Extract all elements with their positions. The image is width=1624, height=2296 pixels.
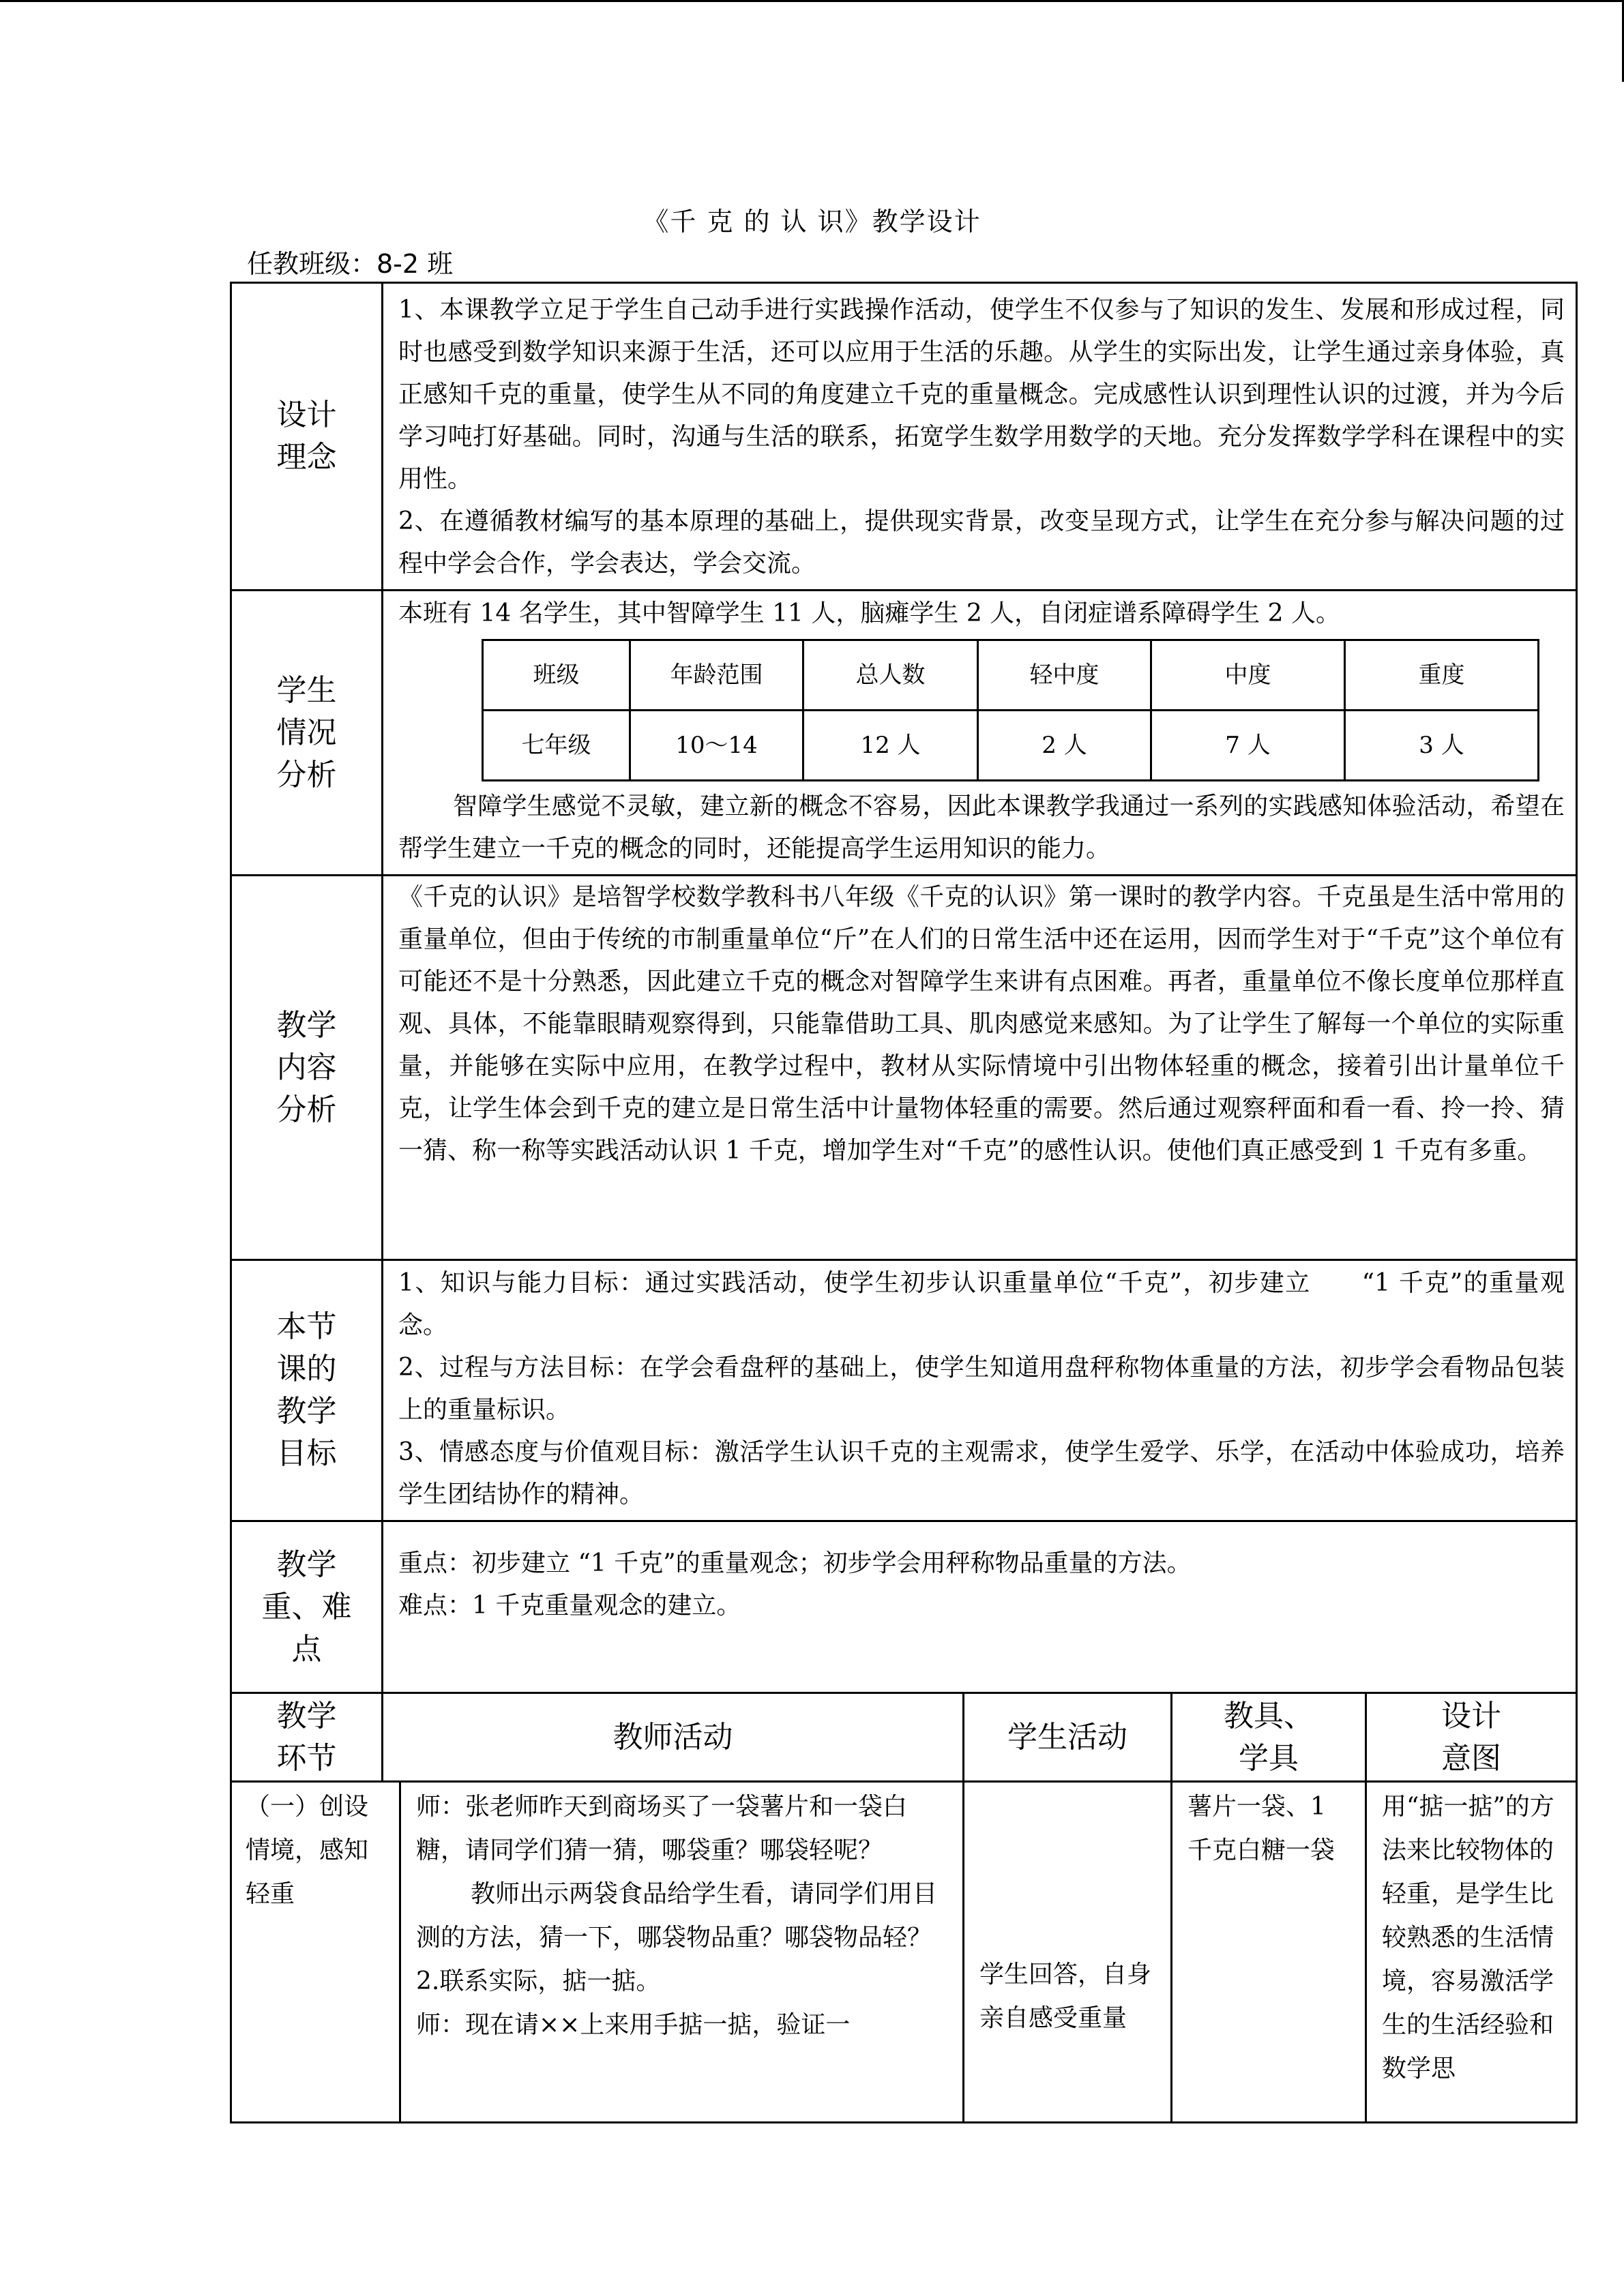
student-stats-table: [482, 639, 1539, 781]
design-concept-text: [383, 283, 1577, 591]
teacher-activity-cell: [400, 1782, 964, 2123]
document-title: 《千 克 的 认 识》教学设计: [643, 207, 981, 237]
teacher-line: 2.联系实际，掂一掂。: [416, 1967, 661, 1995]
row-student-analysis: [231, 591, 1577, 876]
stats-header-cell: 中度: [1151, 640, 1345, 711]
tools-cell: 薯片一袋、1 千克白糖一袋: [1172, 1782, 1366, 2123]
goal-item: 3、情感态度与价值观目标：激活学生认识千克的主观需求，使学生爱学、乐学，在活动中体验成功，培养学生团结协作的精神。: [398, 1438, 1565, 1508]
stats-cell: 七年级: [483, 711, 630, 781]
label-content-analysis: 教学 内容 分析: [231, 876, 383, 1260]
design-paragraph-2: 2、在遵循教材编写的基本原理的基础上，提供现实背景，改变呈现方式，让学生在充分参与解决问题的过程中学会合作，学会表达，学会交流。: [398, 507, 1565, 578]
row-content-analysis: [231, 876, 1577, 1260]
label-teaching-goals: 本节 课的 教学 目标: [231, 1260, 383, 1521]
stats-cell: 10～14: [630, 711, 803, 781]
goal-item: 1、知识与能力目标：通过实践活动，使学生初步认识重量单位“千克”，初步建立 “1 千克”的重量观念。: [398, 1269, 1565, 1339]
header-design-intent: 设计 意图: [1366, 1693, 1577, 1782]
stats-cell: 2 人: [978, 711, 1151, 781]
label-key-points: 教学 重、难 点: [231, 1521, 383, 1693]
teacher-line: 师：现在请××上来用手掂一掂，验证一: [416, 2011, 851, 2039]
teaching-goals-text: [383, 1260, 1577, 1521]
stage-cell: （一）创设情境，感知轻重: [231, 1782, 400, 2123]
teacher-line: 教师出示两袋食品给学生看，请同学们用目测的方法，猜一下，哪袋物品重？哪袋物品轻？: [416, 1880, 938, 1952]
key-points-text: [383, 1521, 1577, 1693]
stats-cell: 3 人: [1345, 711, 1539, 781]
student-intro: 本班有 14 名学生，其中智障学生 11 人，脑瘫学生 2 人，自闭症谱系障碍学生 2 人。: [398, 599, 1340, 627]
stats-header-cell: 重度: [1345, 640, 1539, 711]
label-design-concept: 设计 理念: [231, 283, 383, 591]
stats-header-row: [483, 640, 1539, 711]
header-tools: 教具、 学具: [1172, 1693, 1366, 1782]
goal-item: 2、过程与方法目标：在学会看盘秤的基础上，使学生知道用盘秤称物体重量的方法，初步学会看物品包装上的重量标识。: [398, 1354, 1565, 1424]
student-analysis-paragraph: 智障学生感觉不灵敏，建立新的概念不容易，因此本课教学我通过一系列的实践感知体验活动，希望在帮学生建立一千克的概念的同时，还能提高学生运用知识的能力。: [398, 792, 1565, 863]
stats-header-cell: 年龄范围: [630, 640, 803, 711]
stats-header-cell: 轻中度: [978, 640, 1151, 711]
header-teacher-activity: 教师活动: [383, 1693, 964, 1782]
stats-cell: 12 人: [803, 711, 978, 781]
process-row-1: [231, 1782, 1577, 2123]
label-student-analysis: 学生 情况 分析: [231, 591, 383, 876]
stats-header-cell: 班级: [483, 640, 630, 711]
row-design-concept: [231, 283, 1577, 591]
content-analysis-text: 《千克的认识》是培智学校数学教科书八年级《千克的认识》第一课时的教学内容。千克虽是生活中常用的重量单位，但由于传统的市制重量单位“斤”在人们的日常生活中还在运用，因而学生对于“千克”这个单位有可能还不是十分熟悉，因此建立千克的概念对智障学生来讲有点困难。再者，重量单位不像长度单位那样直观、具体，不能靠眼睛观察得到，只能靠借助工具、肌肉感觉来感知。为了让学生了解每一个单位的实际重量，并能够在实际中应用，在教学过程中，教材从实际情境中引出物体轻重的概念，接着引出计量单位千克，让学生体会到千克的建立是日常生活中计量物体轻重的需要。然后通过观察秤面和看一看、拎一拎、猜一猜、称一称等实践活动认识 1 千克，增加学生对“千克”的感性认识。使他们真正感受到 1 千克有多重。: [383, 876, 1577, 1260]
student-analysis-content: [383, 591, 1577, 876]
teacher-line: 师：张老师昨天到商场买了一袋薯片和一袋白糖，请同学们猜一猜，哪袋重？哪袋轻呢？: [416, 1793, 908, 1864]
design-intent-cell: 用“掂一掂”的方法来比较物体的轻重，是学生比较熟悉的生活情境，容易激活学生的生活经验和数学思: [1366, 1782, 1577, 2123]
class-line: 任教班级：8-2 班: [247, 249, 454, 279]
difficult-point: 难点：1 千克重量观念的建立。: [398, 1592, 741, 1620]
header-student-activity: 学生活动: [964, 1693, 1172, 1782]
stats-data-row: [483, 711, 1539, 781]
process-header-row: [231, 1693, 1577, 1782]
page-top-border: [0, 0, 1624, 2]
key-point: 重点：初步建立 “1 千克”的重量观念；初步学会用秤称物品重量的方法。: [398, 1549, 1192, 1577]
row-teaching-goals: [231, 1260, 1577, 1521]
stats-cell: 7 人: [1151, 711, 1345, 781]
row-key-points: [231, 1521, 1577, 1693]
design-paragraph-1: 1、本课教学立足于学生自己动手进行实践操作活动，使学生不仅参与了知识的发生、发展和形成过程，同时也感受到数学知识来源于生活，还可以应用于生活的乐趣。从学生的实际出发，让学生通过亲身体验，真正感知千克的重量，使学生从不同的角度建立千克的重量概念。完成感性认识到理性认识的过渡，并为今后学习吨打好基础。同时，沟通与生活的联系，拓宽学生数学用数学的天地。充分发挥数学学科在课程中的实用性。: [398, 296, 1565, 493]
lesson-plan-table: [230, 282, 1578, 2123]
stats-header-cell: 总人数: [803, 640, 978, 711]
student-activity-cell: 学生回答，自身亲自感受重量: [964, 1782, 1172, 2123]
header-stage: 教学 环节: [231, 1693, 383, 1782]
